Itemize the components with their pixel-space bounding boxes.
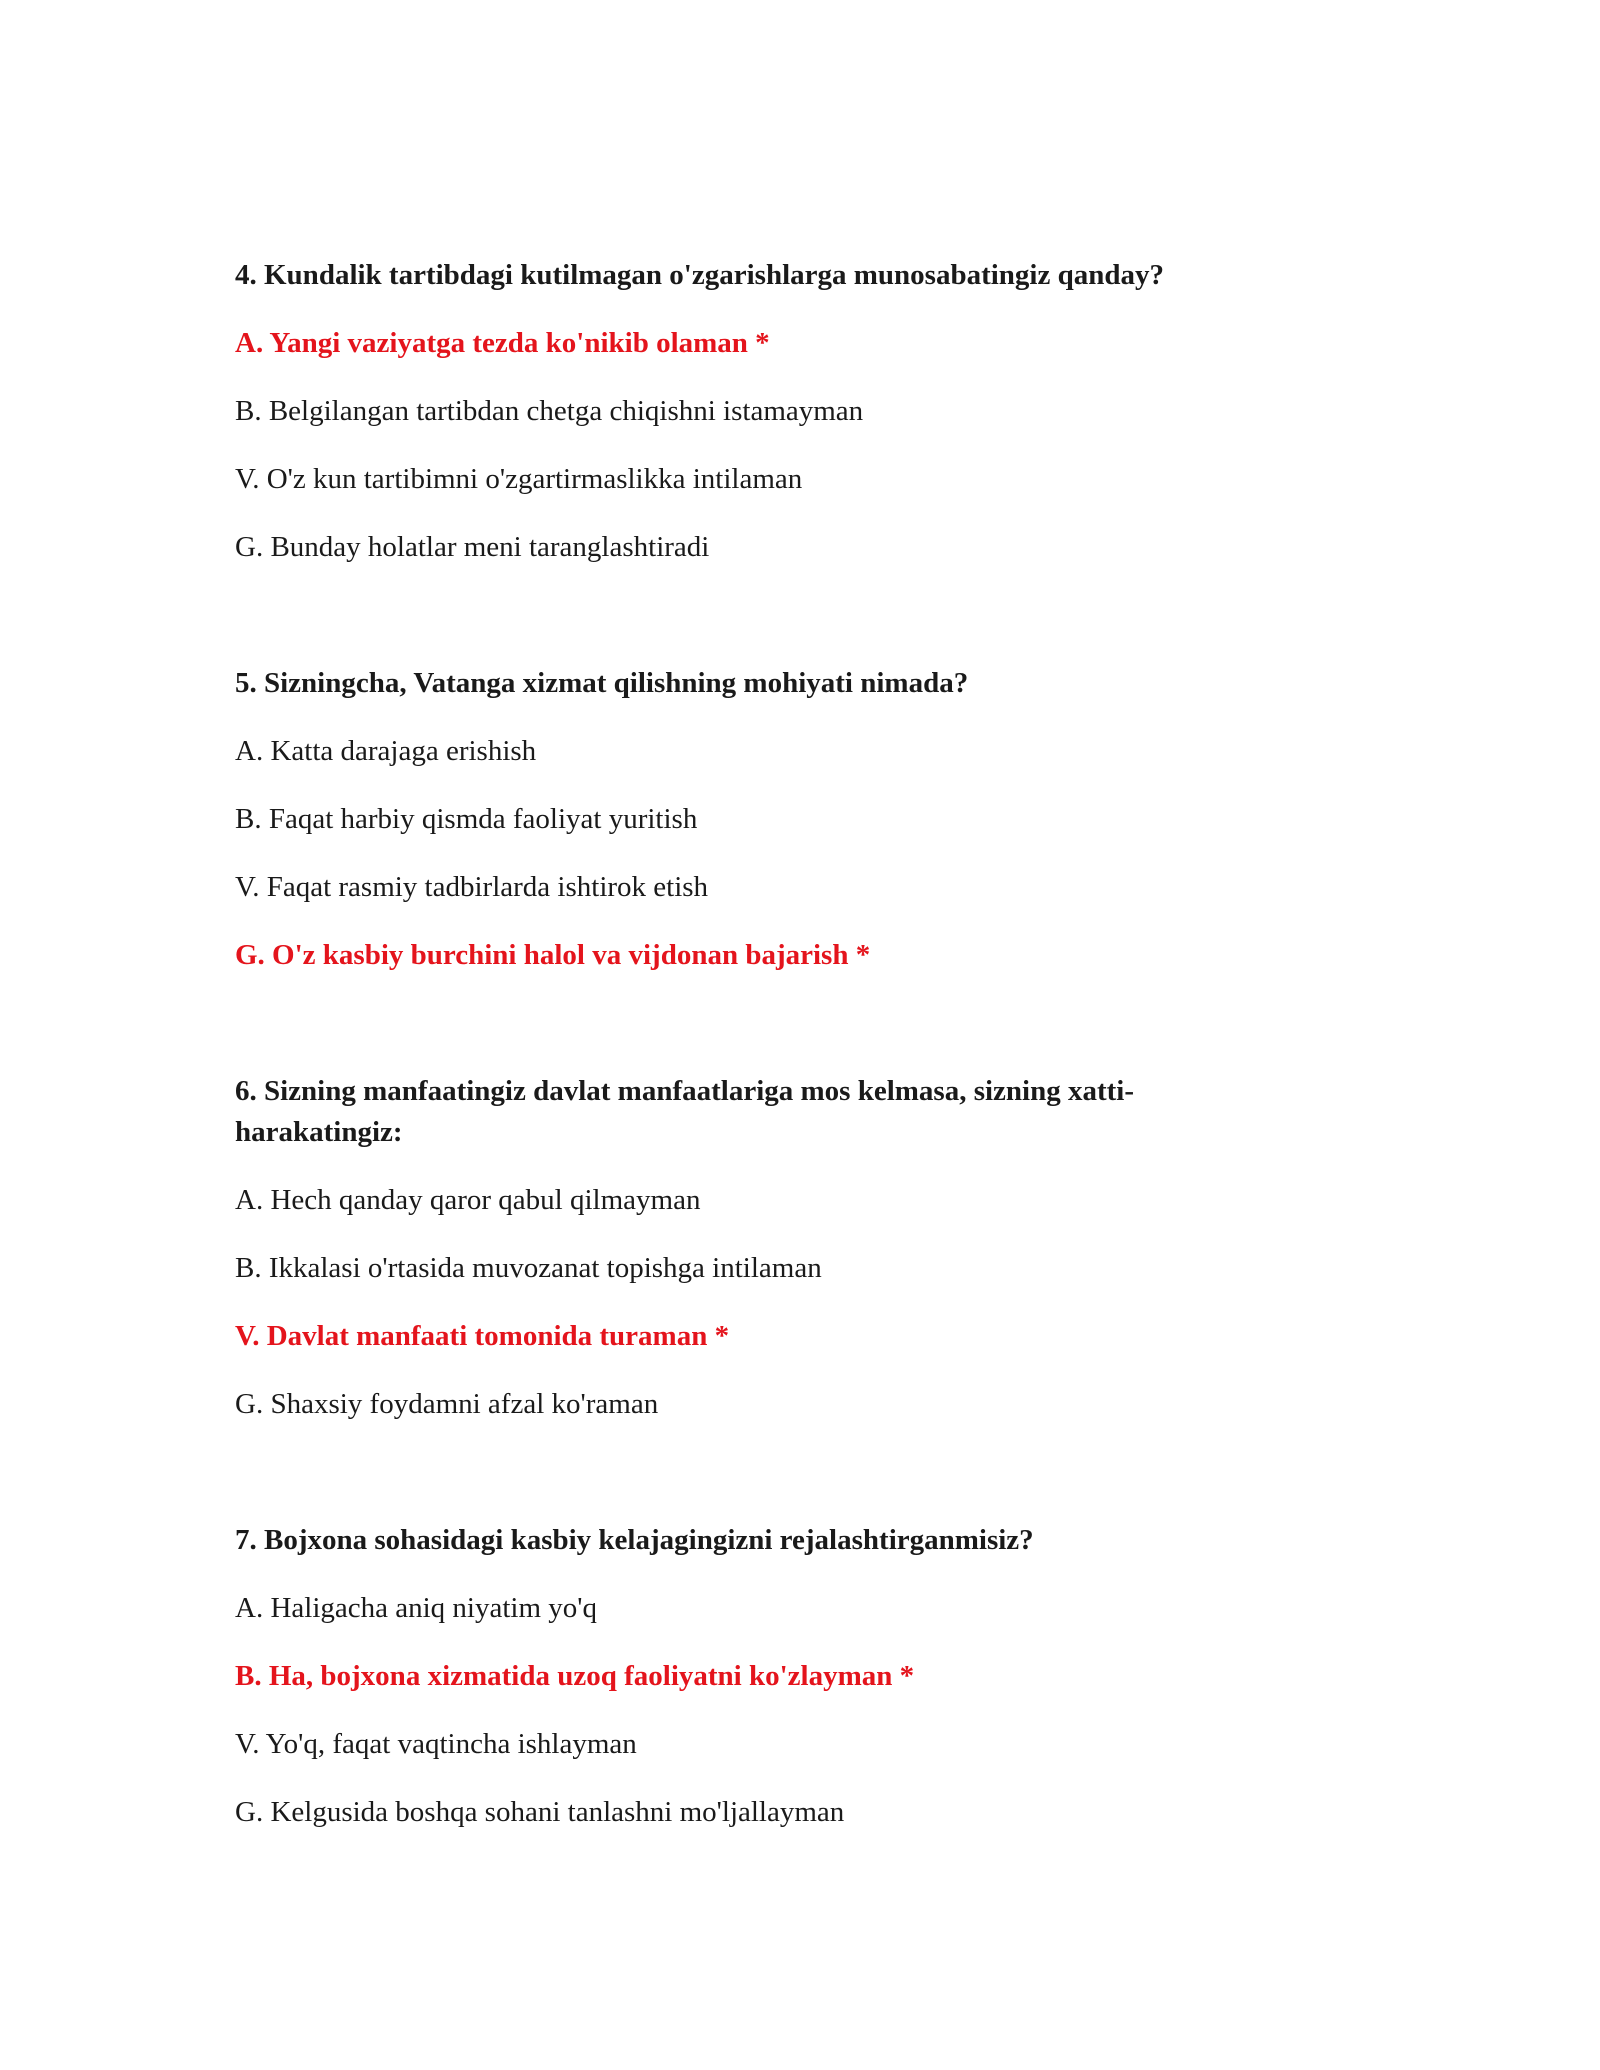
question-6-option-g: G. Shaxsiy foydamni afzal ko'raman	[235, 1388, 659, 1420]
question-7-option-v: V. Yo'q, faqat vaqtincha ishlayman	[235, 1728, 637, 1760]
question-5-option-b: B. Faqat harbiy qismda faoliyat yuritish	[235, 803, 698, 835]
question-6-option-b: B. Ikkalasi o'rtasida muvozanat topishga intilaman	[235, 1252, 822, 1284]
question-spacer	[235, 595, 1275, 663]
question-7-option-g: G. Kelgusida boshqa sohani tanlashni mo'ljallayman	[235, 1796, 845, 1828]
question-spacer	[235, 1452, 1275, 1520]
question-block-4	[235, 255, 1275, 568]
question-block-6	[235, 1071, 1275, 1425]
question-6-text-line1: 6. Sizning manfaatingiz davlat manfaatlariga mos kelmasa, sizning xatti-	[235, 1075, 1135, 1107]
question-5-option-g: G. O'z kasbiy burchini halol va vijdonan bajarish *	[235, 939, 871, 971]
question-5-option-a: A. Katta darajaga erishish	[235, 735, 537, 767]
question-4-option-g: G. Bunday holatlar meni taranglashtiradi	[235, 531, 710, 563]
document-page	[235, 255, 1275, 1860]
question-4-option-a: A. Yangi vaziyatga tezda ko'nikib olaman *	[235, 327, 770, 359]
question-block-7	[235, 1520, 1275, 1833]
question-7-text: 7. Bojxona sohasidagi kasbiy kelajagingizni rejalashtirganmisiz?	[235, 1524, 1034, 1556]
question-7-option-b: B. Ha, bojxona xizmatida uzoq faoliyatni ko'zlayman *	[235, 1660, 915, 1692]
question-block-5	[235, 663, 1275, 976]
question-4-option-v: V. O'z kun tartibimni o'zgartirmaslikka intilaman	[235, 463, 803, 495]
question-6-text-line2: harakatingiz:	[235, 1116, 403, 1148]
question-6-text	[235, 1071, 1275, 1153]
question-6-option-a: A. Hech qanday qaror qabul qilmayman	[235, 1184, 701, 1216]
question-5-text: 5. Sizningcha, Vatanga xizmat qilishning mohiyati nimada?	[235, 667, 969, 699]
question-spacer	[235, 1003, 1275, 1071]
question-5-option-v: V. Faqat rasmiy tadbirlarda ishtirok etish	[235, 871, 709, 903]
question-4-text: 4. Kundalik tartibdagi kutilmagan o'zgarishlarga munosabatingiz qanday?	[235, 259, 1164, 291]
question-6-option-v: V. Davlat manfaati tomonida turaman *	[235, 1320, 730, 1352]
question-7-option-a: A. Haligacha aniq niyatim yo'q	[235, 1592, 597, 1624]
question-4-option-b: B. Belgilangan tartibdan chetga chiqishni istamayman	[235, 395, 864, 427]
